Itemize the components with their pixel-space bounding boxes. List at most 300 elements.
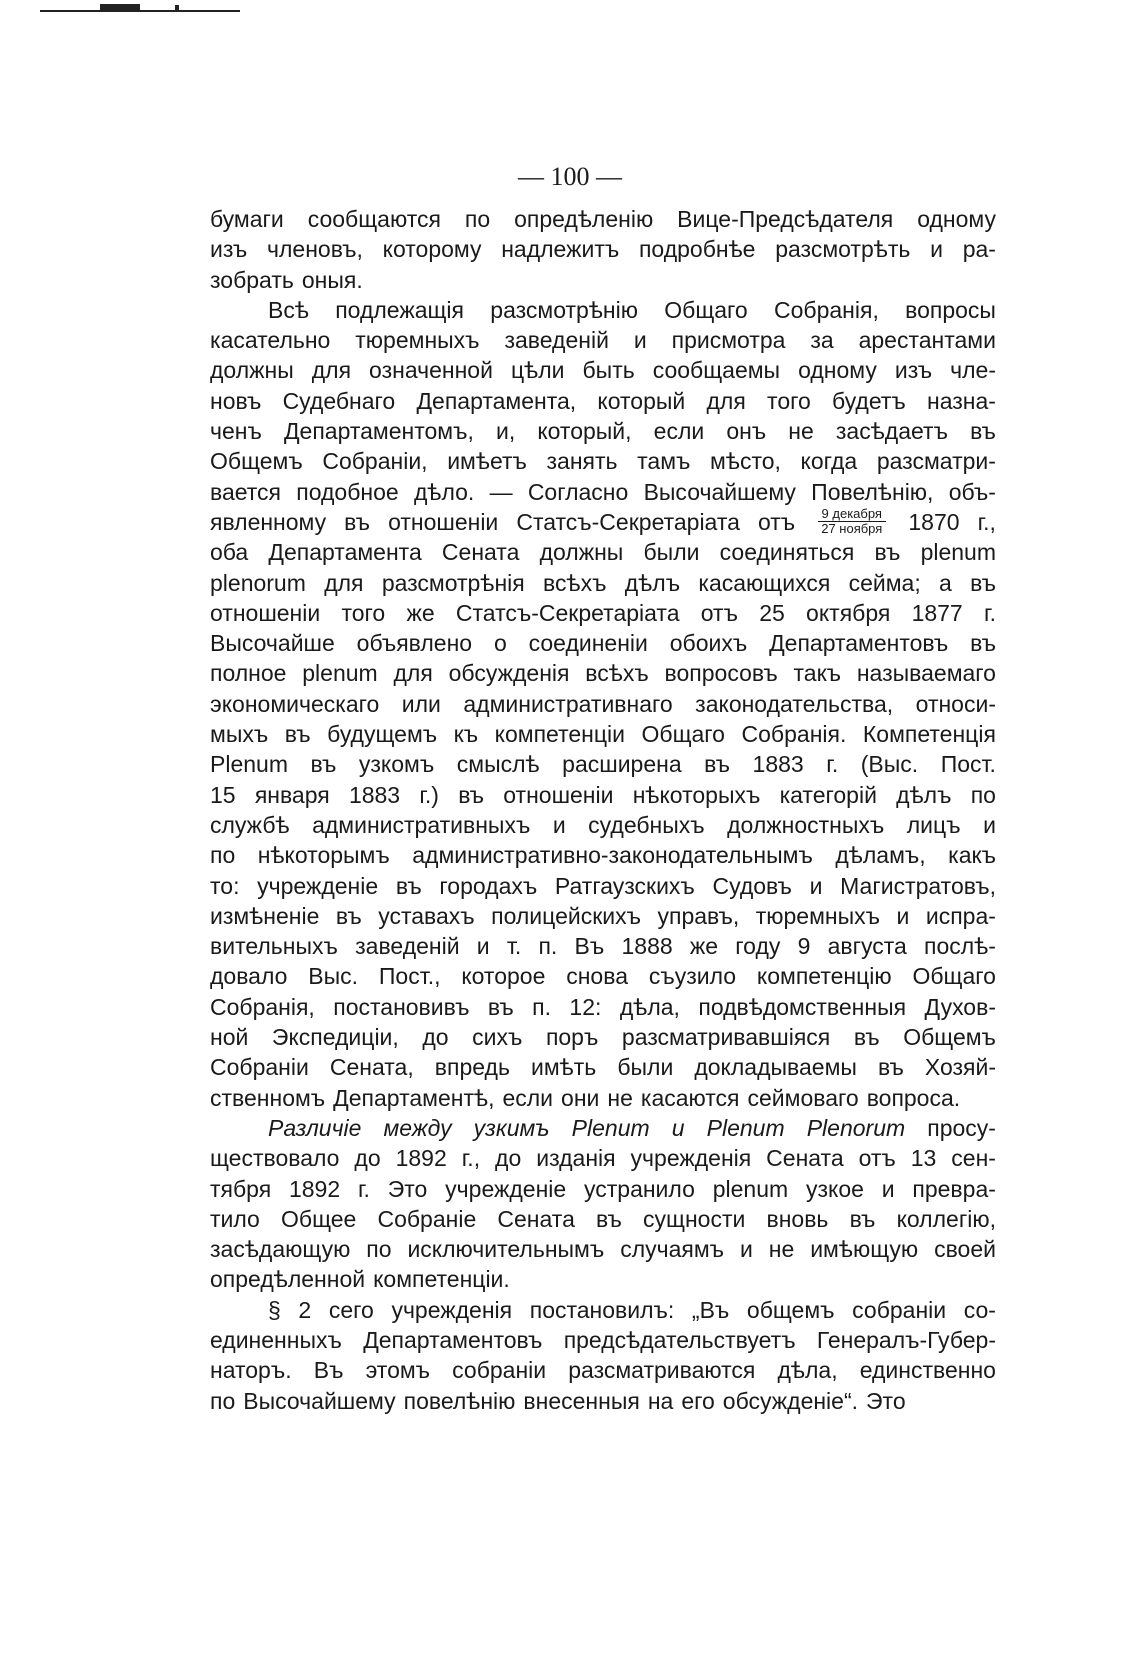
text-line — [210, 598, 996, 628]
word: Хозяй- — [924, 1054, 996, 1081]
text-line — [210, 325, 996, 355]
word: до — [422, 1024, 449, 1051]
word: а — [939, 569, 952, 596]
word: должны — [210, 357, 294, 384]
word: Это — [387, 1175, 428, 1202]
word: въ — [970, 630, 996, 657]
word: докладываемы — [694, 1054, 857, 1081]
word: дѣла, — [777, 1357, 838, 1384]
fraction-numerator: 9 декабря — [818, 507, 886, 522]
word: опредѣленной — [210, 1266, 366, 1293]
word: Собраніи — [210, 1054, 309, 1081]
word: заведеній — [355, 933, 460, 960]
word: узкимъ — [473, 1114, 550, 1141]
word: быть — [582, 357, 635, 384]
word: въ — [849, 1205, 876, 1232]
word: административныхъ — [312, 811, 531, 838]
word: же — [406, 599, 435, 626]
word: расширена — [562, 751, 682, 778]
word: отношеніи — [503, 781, 614, 808]
word: къ — [453, 721, 479, 748]
word: сообщаются — [307, 206, 441, 232]
word: или — [401, 690, 441, 717]
word: сейма; — [848, 569, 921, 596]
word: изъ — [894, 357, 933, 384]
word: называемаго — [856, 660, 996, 687]
word: снова — [566, 963, 628, 990]
word: отъ — [700, 599, 738, 626]
word: „Въ — [691, 1296, 730, 1323]
text-line — [210, 780, 996, 810]
word: Высочайшему — [243, 1387, 396, 1414]
word: отъ — [757, 508, 796, 535]
word: вается — [210, 478, 282, 505]
text-line — [210, 355, 996, 385]
word: управъ, — [657, 902, 740, 929]
text-line — [210, 295, 996, 325]
text-line — [210, 1022, 996, 1052]
text-line — [210, 1174, 996, 1204]
word: обсужденіе“. — [722, 1387, 859, 1414]
word: исключительнымъ — [407, 1236, 605, 1263]
word: превра- — [912, 1175, 996, 1202]
scan-artifact — [175, 5, 179, 10]
word: 1870 — [908, 508, 960, 535]
word: Согласно — [527, 478, 629, 505]
word: plenorum — [210, 569, 306, 596]
word: 1888 — [621, 933, 673, 960]
word: своей — [934, 1236, 996, 1263]
word: и — [809, 872, 823, 899]
word: какъ — [948, 842, 996, 869]
text-line — [210, 507, 996, 537]
word: вновь — [766, 1205, 829, 1232]
word: Статсъ-Секретаріата — [516, 508, 740, 535]
word: собраніи — [452, 1357, 547, 1384]
word: полицейскихъ — [491, 902, 641, 929]
word: Это — [866, 1387, 906, 1414]
text-line — [210, 446, 996, 476]
word: Выс. — [308, 963, 359, 990]
word: Экспедиціи, — [271, 1024, 399, 1051]
text-line — [210, 931, 996, 961]
text-line — [210, 689, 996, 719]
word: засѣдаетъ — [835, 418, 948, 445]
word: въ — [970, 569, 996, 596]
word: оба — [210, 539, 249, 566]
word: Plenum — [571, 1114, 650, 1141]
word: Собраніи, — [322, 448, 428, 475]
word: заведеній — [504, 327, 609, 354]
word: просу- — [927, 1114, 996, 1141]
word: поръ — [545, 1024, 599, 1051]
word: Сената, — [329, 1054, 414, 1081]
text-line — [210, 840, 996, 870]
word: Духов- — [924, 993, 996, 1020]
word: службѣ — [210, 811, 290, 838]
text-line — [210, 749, 996, 779]
word: арестантами — [858, 327, 996, 354]
word: соединяться — [719, 539, 855, 566]
word: Plenorum — [806, 1114, 906, 1141]
word: г. — [826, 751, 839, 778]
word: занять — [546, 448, 618, 475]
word: для — [706, 387, 746, 414]
word: 2 — [298, 1296, 312, 1323]
word: были — [617, 1054, 674, 1081]
word: дѣлъ — [896, 781, 952, 808]
word: въ — [284, 721, 311, 748]
word: до — [495, 1145, 522, 1172]
word: Общее — [281, 1205, 357, 1232]
word: уставахъ — [378, 902, 475, 929]
word: мѣсто, — [710, 448, 781, 475]
word: августа — [827, 933, 907, 960]
text-line — [210, 1325, 996, 1355]
word: будущемъ — [327, 721, 438, 748]
word: повелѣнію — [403, 1387, 516, 1414]
word: plenum — [302, 660, 378, 687]
word: смыслѣ — [456, 751, 540, 778]
word: вопроса. — [866, 1084, 961, 1111]
word: plenum — [920, 539, 996, 566]
word: не — [788, 418, 814, 445]
word: 1892 — [395, 1145, 447, 1172]
word: для — [393, 660, 433, 687]
word: которое — [461, 963, 546, 990]
word: Ратгаузскихъ — [554, 872, 695, 899]
word: тюремныхъ — [355, 327, 480, 354]
scan-artifact — [40, 10, 240, 12]
word: впредь — [434, 1054, 510, 1081]
word: Сената — [441, 539, 520, 566]
word: подробнѣе — [638, 236, 756, 263]
word: учрежденія — [630, 1145, 752, 1172]
word: сихъ — [472, 1024, 523, 1051]
word: лицъ — [906, 811, 961, 838]
word: разсматривавшіяся — [621, 1024, 831, 1051]
word: въ — [853, 1024, 880, 1051]
word: 13 — [910, 1145, 937, 1172]
word: должны — [539, 539, 624, 566]
word: и — [983, 811, 996, 838]
word: то: — [210, 872, 240, 899]
word: ченъ — [210, 418, 262, 445]
word: Общемъ — [903, 1024, 996, 1051]
word: п. — [538, 933, 558, 960]
word: одному — [917, 206, 996, 232]
word: по — [210, 1387, 236, 1414]
word: Высочайшему — [643, 478, 796, 505]
word: зобрать — [210, 266, 294, 293]
word: которому — [382, 236, 482, 263]
text-line — [210, 1143, 996, 1173]
word: его — [681, 1387, 715, 1414]
word: сеймоваго — [747, 1084, 859, 1111]
word: новъ — [210, 387, 262, 414]
word: отъ — [858, 1145, 896, 1172]
word: учрежденіе — [257, 872, 379, 899]
word: и — [633, 327, 647, 354]
word: Департамента — [268, 539, 422, 566]
word: и — [739, 1236, 753, 1263]
word: тило — [210, 1205, 260, 1232]
word: бумаги — [210, 206, 284, 232]
word: по — [970, 781, 996, 808]
word: административно-законодательнымъ — [412, 842, 813, 869]
word: Пост., — [378, 963, 441, 990]
word: послѣ- — [924, 933, 996, 960]
word: т. — [506, 933, 522, 960]
word: экономическаго — [210, 690, 380, 717]
scan-artifact — [100, 4, 140, 10]
text-line — [210, 810, 996, 840]
text-line — [210, 204, 996, 234]
text-line — [210, 1083, 996, 1113]
word: касаются — [640, 1084, 740, 1111]
word: ществовало — [210, 1145, 340, 1172]
word: онъ — [726, 418, 767, 445]
word: внесенныя — [523, 1387, 640, 1414]
word: для — [311, 357, 352, 384]
word: когда — [800, 448, 858, 475]
word: общемъ — [746, 1296, 835, 1323]
text-line — [210, 1234, 996, 1264]
word: сообщаемы — [652, 357, 781, 384]
text-line — [210, 568, 996, 598]
word: по — [366, 1236, 392, 1263]
word: наторъ. — [210, 1357, 292, 1384]
word: Различіе — [268, 1114, 362, 1141]
word: за — [810, 327, 834, 354]
word: Въ — [574, 933, 605, 960]
word: учрежденіе — [445, 1175, 567, 1202]
word: же — [689, 933, 719, 960]
word: разсмотрѣнія — [381, 569, 525, 596]
word: обоихъ — [669, 630, 748, 657]
text-line — [210, 234, 996, 264]
word: 25 — [759, 599, 785, 626]
word: объ- — [948, 478, 996, 505]
word: Департаментовъ — [769, 630, 949, 657]
word: единственно — [859, 1357, 996, 1384]
word: законодательства, — [695, 690, 894, 717]
word: имѣть — [530, 1054, 597, 1081]
text-line — [210, 1355, 996, 1385]
word: всѣхъ — [585, 660, 649, 687]
word: г.) — [419, 781, 439, 808]
word: разсмотрѣть — [775, 236, 911, 263]
word: въ — [335, 902, 362, 929]
word: Въ — [313, 1357, 344, 1384]
word: 1883 — [348, 781, 401, 808]
word: устранило — [584, 1175, 695, 1202]
word: категорій — [779, 781, 877, 808]
word: отношеніи — [210, 599, 321, 626]
word: о — [493, 630, 507, 657]
word: имѣетъ — [447, 448, 527, 475]
text-line — [210, 386, 996, 416]
word: коллегію, — [896, 1205, 996, 1232]
word: г., — [977, 508, 996, 535]
word: тября — [210, 1175, 272, 1202]
word: Plenum — [706, 1114, 785, 1141]
word: мыхъ — [210, 721, 269, 748]
word: они — [561, 1084, 600, 1111]
word: октября — [806, 599, 891, 626]
word: членовъ, — [267, 236, 363, 263]
word: 1892 — [288, 1175, 341, 1202]
word: въ — [458, 781, 485, 808]
word: назна- — [927, 387, 996, 414]
word: этомъ — [365, 1357, 431, 1384]
word: до — [354, 1145, 381, 1172]
word: дѣла, — [619, 993, 680, 1020]
word: всѣхъ — [543, 569, 607, 596]
word: обсужденія — [448, 660, 570, 687]
word: измѣненіе — [210, 902, 320, 929]
word: довало — [210, 963, 288, 990]
word: 9 — [797, 933, 811, 960]
word: соединеніи — [528, 630, 648, 657]
word: Сената — [497, 1205, 575, 1232]
word: — — [489, 478, 513, 505]
word: единенныхъ — [210, 1326, 342, 1353]
text-line — [210, 477, 996, 507]
word: тюремныхъ — [755, 902, 881, 929]
word: имѣющую — [810, 1236, 919, 1263]
word: съузило — [648, 963, 737, 990]
word: который — [597, 387, 686, 414]
word: будетъ — [832, 387, 906, 414]
date-fraction — [817, 507, 886, 537]
word: случаямъ — [620, 1236, 725, 1263]
word: Общаго — [912, 963, 996, 990]
word: Судовъ — [712, 872, 792, 899]
word: на — [647, 1387, 674, 1414]
word: сего — [328, 1296, 374, 1323]
word: въ — [395, 872, 422, 899]
word: со- — [963, 1296, 996, 1323]
word: января — [254, 781, 330, 808]
word: 15 — [210, 781, 236, 808]
word: если — [502, 1084, 554, 1111]
word: того — [341, 599, 386, 626]
word: Департамента, — [416, 387, 577, 414]
word: вопросовъ — [664, 660, 778, 687]
word: городахъ — [439, 872, 538, 899]
word: въ — [487, 993, 514, 1020]
word: сущности — [643, 1205, 746, 1232]
word: и — [930, 236, 943, 263]
word: административнаго — [463, 690, 673, 717]
word: ра- — [962, 236, 996, 263]
word: объявлено — [356, 630, 473, 657]
text-line — [210, 416, 996, 446]
word: компетенціи — [494, 721, 625, 748]
word: одному — [798, 357, 877, 384]
text-line — [210, 1052, 996, 1082]
word: нѣкоторыхъ — [632, 781, 761, 808]
word: вопросы — [905, 296, 996, 323]
page-number: — 100 — — [518, 162, 622, 191]
word: и, — [495, 418, 516, 445]
text-line — [210, 1295, 996, 1325]
word: Сената — [766, 1145, 844, 1172]
word: году — [735, 933, 781, 960]
text-line — [210, 961, 996, 991]
word: судебныхъ — [588, 811, 705, 838]
word: п. — [532, 993, 551, 1020]
word: и — [671, 1114, 685, 1141]
word: 12: — [569, 993, 602, 1020]
text-line — [210, 719, 996, 749]
text-line — [210, 992, 996, 1022]
word: тамъ — [637, 448, 691, 475]
word: учрежденія — [391, 1296, 513, 1323]
word: Вице-Предсѣдателя — [677, 206, 894, 232]
word: не — [607, 1084, 633, 1111]
word: дѣламъ, — [835, 842, 926, 869]
word: Компетенція — [862, 721, 996, 748]
word: Департаментѣ, — [333, 1084, 495, 1111]
word: Департаментовъ — [363, 1326, 543, 1353]
word: узкомъ — [358, 751, 435, 778]
word: предсѣдательствуетъ — [563, 1326, 796, 1353]
word: вительныхъ — [210, 933, 338, 960]
word: Генералъ-Губер- — [816, 1326, 996, 1353]
word: въ — [310, 751, 337, 778]
word: разсматри- — [876, 448, 996, 475]
word: Судебнаго — [282, 387, 396, 414]
word: подлежащія — [335, 296, 464, 323]
word: Высочайше — [210, 630, 335, 657]
word: дѣло. — [413, 478, 475, 505]
word: означенной — [369, 357, 493, 384]
word: собраніи — [852, 1296, 947, 1323]
word: 1877 — [911, 599, 963, 626]
word: Магистратовъ, — [840, 872, 996, 899]
word: засѣдающую — [210, 1236, 351, 1263]
word: Статсъ-Секретаріата — [455, 599, 680, 626]
word: опредѣленію — [514, 206, 654, 232]
word: Собраніе — [377, 1205, 477, 1232]
word: Собранія. — [741, 721, 847, 748]
text-line — [210, 658, 996, 688]
word: касательно — [210, 327, 331, 354]
word: изъ — [210, 236, 248, 263]
word: въ — [877, 1054, 904, 1081]
word: для — [324, 569, 364, 596]
word: Пост. — [940, 751, 996, 778]
word: постановивъ — [333, 993, 470, 1020]
word: Собранія, — [774, 296, 879, 323]
text-line — [210, 1113, 996, 1143]
word: если — [653, 418, 705, 445]
word: по — [210, 842, 236, 869]
text-line — [210, 537, 996, 567]
text-line — [210, 1204, 996, 1234]
text-line — [210, 265, 996, 295]
word: компетенцію — [756, 963, 892, 990]
word: цѣли — [510, 357, 565, 384]
word: должностныхъ — [727, 811, 885, 838]
word: ственномъ — [210, 1084, 326, 1111]
word: оныя. — [301, 266, 363, 293]
word: присмотра — [671, 327, 786, 354]
word: того — [767, 387, 811, 414]
word: полное — [210, 660, 287, 687]
